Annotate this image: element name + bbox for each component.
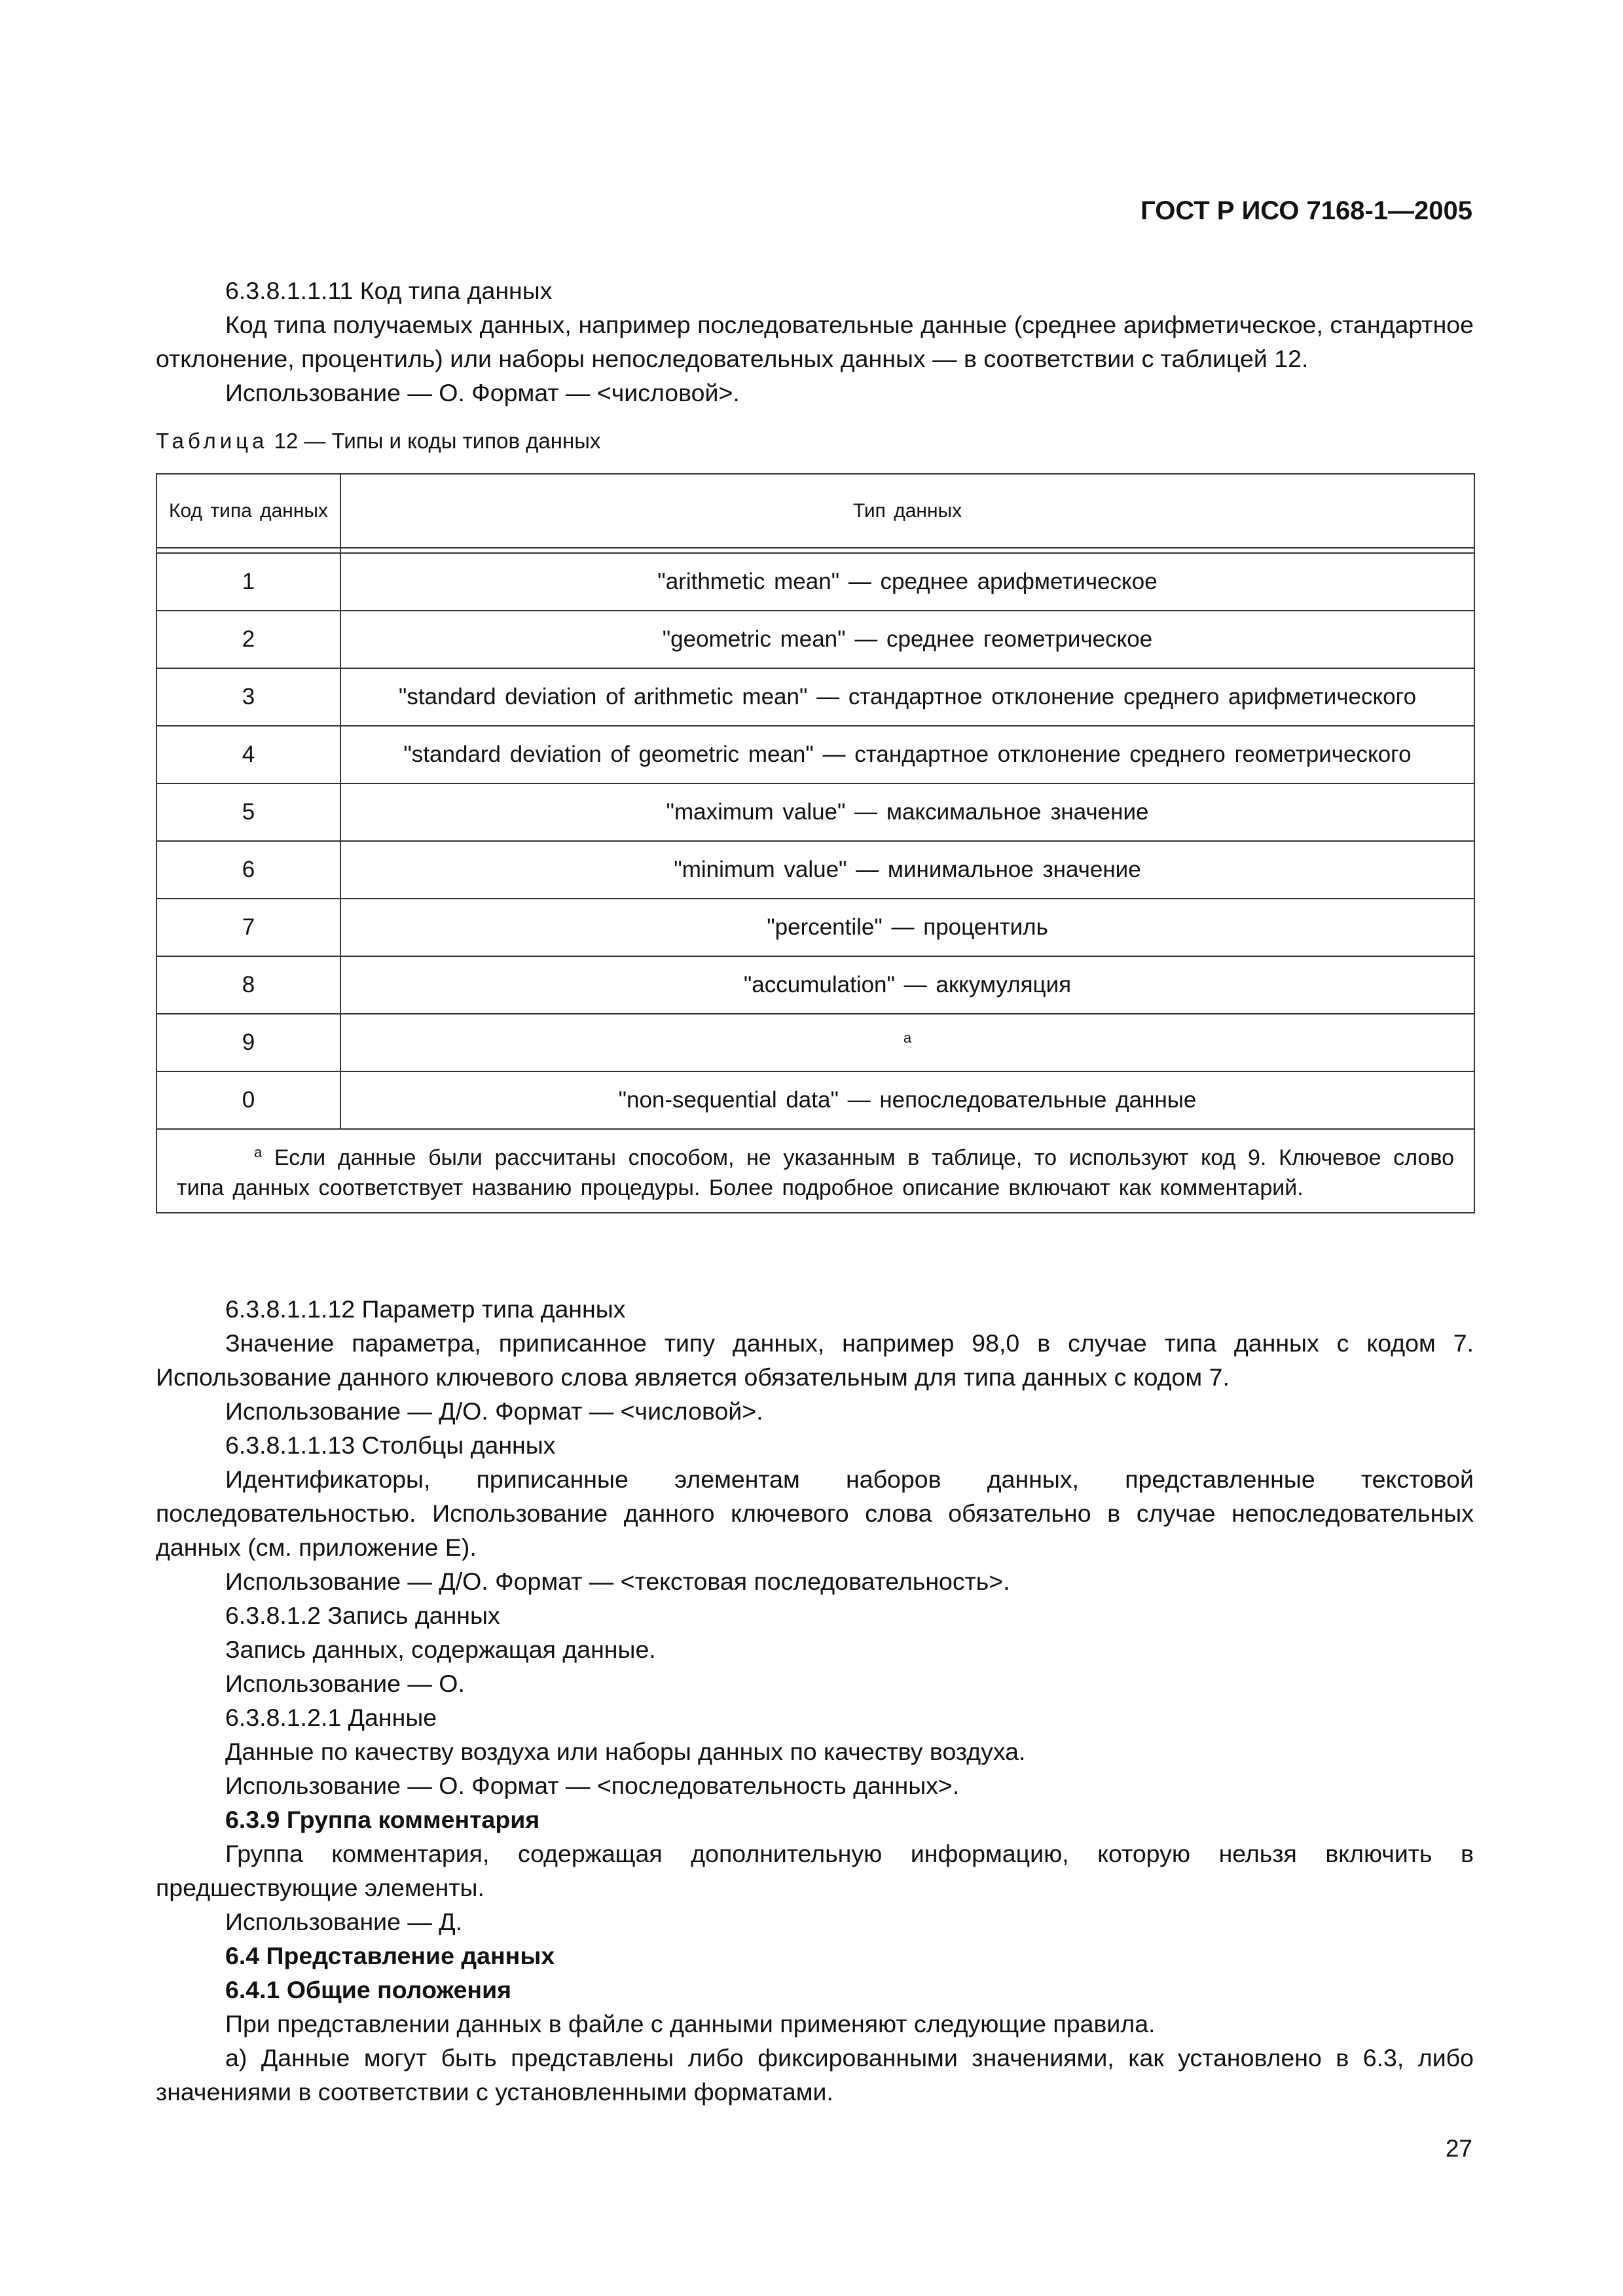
paragraph: Запись данных, содержащая данные. — [225, 1636, 656, 1663]
table-row — [156, 1014, 1474, 1071]
intro-section — [156, 274, 1474, 410]
paragraph: Идентификаторы, приписанные элементам наборов данных, представленные текстовой последовательностью. Использование данного ключевого слова обязательно в случае непоследовательных данных (см. приложение Е). — [156, 1465, 1474, 1561]
cell-type: "non-sequential data" — непоследовательные данные — [340, 1071, 1474, 1129]
table-row — [156, 899, 1474, 956]
footnote-text: Если данные были рассчитаны способом, не указанным в таблице, то используют код 9. Ключевое слово типа данных соответствует названию процедуры. Более подробное описание включают как комментарий. — [177, 1145, 1454, 1200]
table-row — [156, 611, 1474, 668]
cell-code: 7 — [156, 899, 340, 956]
table-row — [156, 1071, 1474, 1129]
table-caption-text: 12 — Типы и коды типов данных — [274, 429, 601, 453]
section-heading: 6.4 Представление данных — [225, 1942, 555, 1969]
table-row — [156, 841, 1474, 899]
table-footnote — [156, 1129, 1474, 1213]
usage-paragraph: Использование — О. Формат — <последовательность данных>. — [225, 1772, 960, 1799]
cell-code: 0 — [156, 1071, 340, 1129]
usage-paragraph: Использование — Д/О. Формат — <числовой>. — [225, 1397, 763, 1425]
table-row — [156, 668, 1474, 726]
footnote-reference: а — [903, 1029, 912, 1046]
table-header-row — [156, 474, 1474, 548]
table-row — [156, 553, 1474, 611]
cell-type: "maximum value" — максимальное значение — [340, 783, 1474, 841]
table-caption — [156, 427, 600, 456]
section-heading: 6.4.1 Общие положения — [225, 1976, 512, 2003]
cell-type — [340, 1014, 1474, 1071]
cell-code: 5 — [156, 783, 340, 841]
section-heading: 6.3.9 Группа комментария — [225, 1806, 540, 1833]
paragraph: Группа комментария, содержащая дополнительную информацию, которую нельзя включить в предшествующие элементы. — [156, 1840, 1474, 1901]
paragraph: Значение параметра, приписанное типу данных, например 98,0 в случае типа данных с кодом 7. Использование данного ключевого слова является обязательным для типа данных с кодом 7. — [156, 1329, 1474, 1391]
clause-title: 6.3.8.1.1.11 Код типа данных — [225, 277, 553, 304]
cell-type: "accumulation" — аккумуляция — [340, 956, 1474, 1014]
table-caption-word: Таблица — [156, 429, 268, 453]
cell-type: "percentile" — процентиль — [340, 899, 1474, 956]
cell-code: 4 — [156, 726, 340, 783]
usage-paragraph: Использование — Д/О. Формат — <текстовая последовательность>. — [225, 1568, 1010, 1595]
paragraph: Код типа получаемых данных, например последовательные данные (среднее арифметическое, стандартное отклонение, процентиль) или наборы непоследовательных данных — в соответствии с таблицей 12. — [156, 311, 1474, 372]
cell-code: 1 — [156, 553, 340, 611]
cell-code: 8 — [156, 956, 340, 1014]
cell-type: "standard deviation of arithmetic mean" — стандартное отклонение среднего арифметического — [340, 668, 1474, 726]
header-separator — [156, 548, 1474, 553]
column-header-code: Код типа данных — [156, 474, 340, 548]
cell-type: "standard deviation of geometric mean" — стандартное отклонение среднего геометрического — [340, 726, 1474, 783]
paragraph: а) Данные могут быть представлены либо фиксированными значениями, как установлено в 6.3, либо значениями в соответствии с установленными форматами. — [156, 2044, 1474, 2106]
paragraph: При представлении данных в файле с данными применяют следующие правила. — [225, 2010, 1156, 2037]
cell-type: "minimum value" — минимальное значение — [340, 841, 1474, 899]
table-row — [156, 783, 1474, 841]
page-number: 27 — [1445, 2135, 1472, 2162]
cell-code: 9 — [156, 1014, 340, 1071]
clause-title: 6.3.8.1.2 Запись данных — [225, 1602, 500, 1629]
usage-paragraph: Использование — Д. — [225, 1908, 463, 1935]
footnote-mark: а — [254, 1144, 263, 1160]
cell-code: 6 — [156, 841, 340, 899]
cell-type: "arithmetic mean" — среднее арифметическое — [340, 553, 1474, 611]
usage-paragraph: Использование — О. — [225, 1670, 465, 1697]
table-row — [156, 726, 1474, 783]
cell-code: 3 — [156, 668, 340, 726]
clause-title: 6.3.8.1.1.13 Столбцы данных — [225, 1431, 556, 1459]
standard-code-header: ГОСТ Р ИСО 7168-1—2005 — [1140, 196, 1472, 225]
usage-paragraph: Использование — О. Формат — <числовой>. — [225, 379, 740, 406]
table-row — [156, 956, 1474, 1014]
column-header-type: Тип данных — [340, 474, 1474, 548]
clause-title: 6.3.8.1.2.1 Данные — [225, 1704, 437, 1731]
body-section — [156, 1292, 1474, 2109]
table-footnote-row — [156, 1129, 1474, 1213]
clause-title: 6.3.8.1.1.12 Параметр типа данных — [225, 1295, 626, 1323]
cell-type: "geometric mean" — среднее геометрическое — [340, 611, 1474, 668]
data-types-table — [156, 473, 1475, 1213]
cell-code: 2 — [156, 611, 340, 668]
paragraph: Данные по качеству воздуха или наборы данных по качеству воздуха. — [225, 1738, 1026, 1765]
